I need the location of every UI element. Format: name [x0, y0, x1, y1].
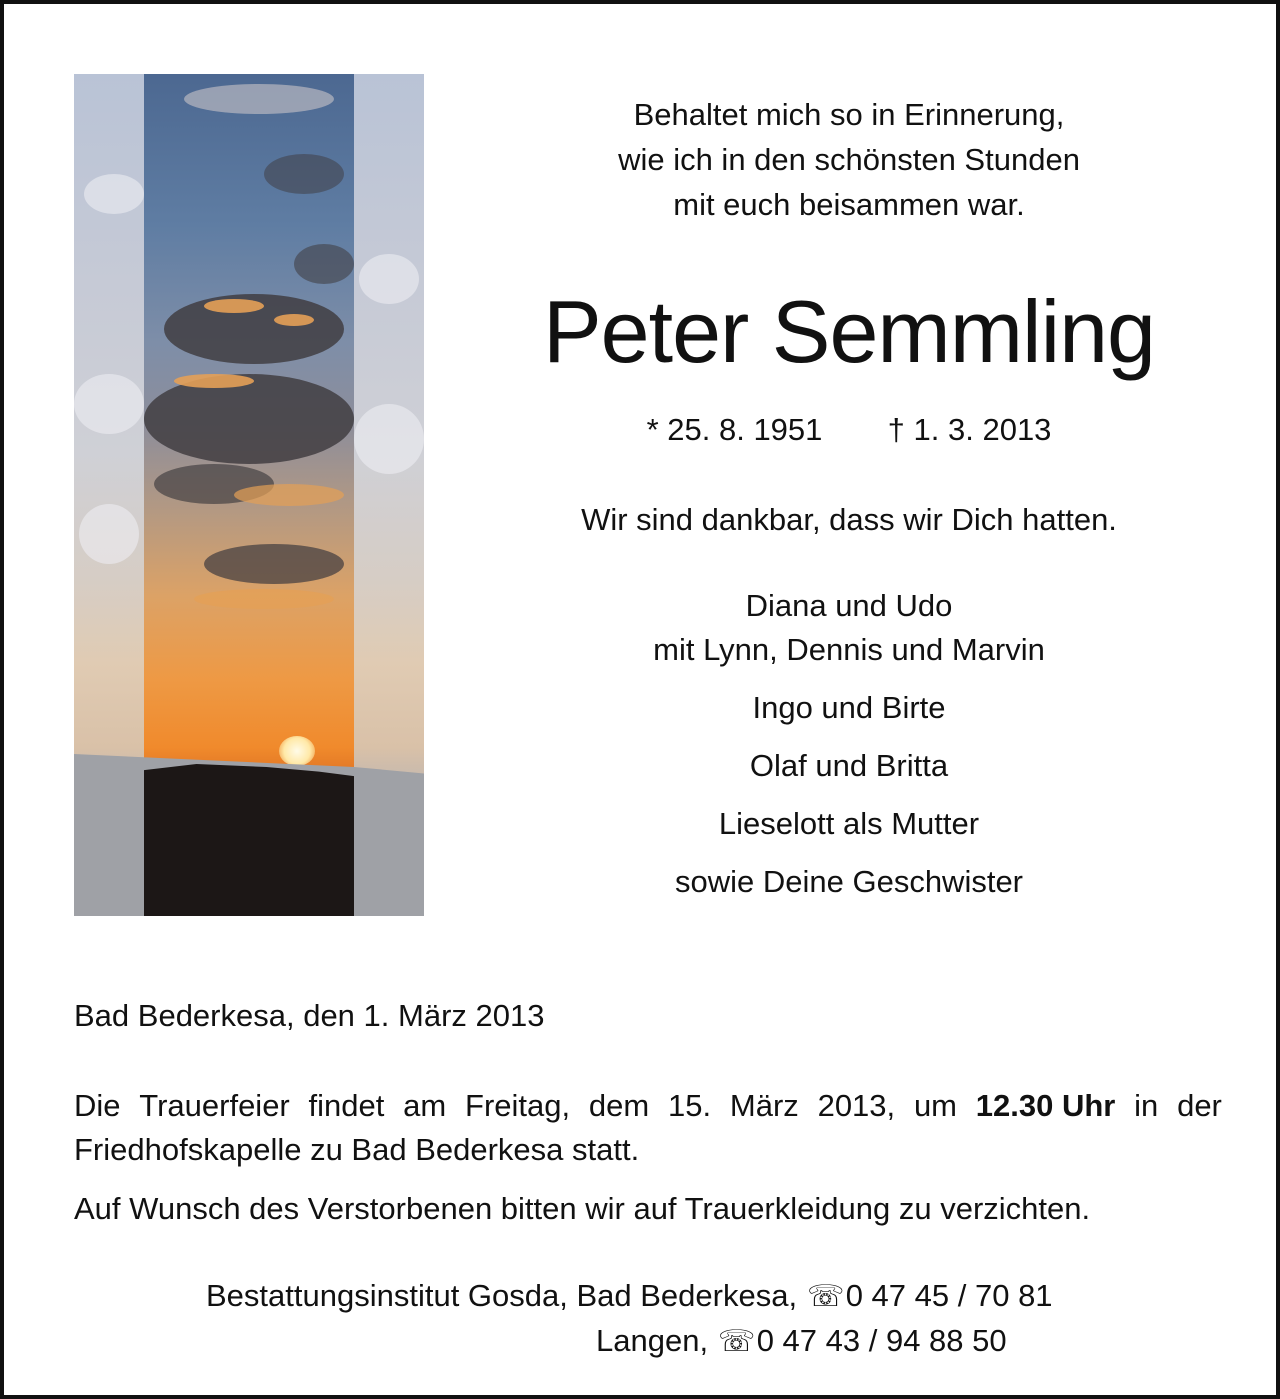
telephone-icon: ☏: [717, 1324, 756, 1359]
sunset-photo: [74, 74, 424, 916]
mourner-line: Ingo und Birte: [752, 690, 946, 725]
life-dates: [534, 408, 1164, 452]
memorial-quote: [534, 92, 1164, 227]
mourner-group: [534, 860, 1164, 904]
quote-line: Behaltet mich so in Erinnerung,: [633, 97, 1065, 132]
deceased-name: Peter Semmling: [542, 282, 1155, 381]
undertaker-name: Bestattungsinstitut Gosda, Bad Bederkesa,: [206, 1278, 798, 1313]
mourner-group: [534, 686, 1164, 730]
mourner-group: [534, 802, 1164, 846]
undertaker-phone-1: 0 47 45 / 70 81: [845, 1278, 1053, 1313]
ceremony-word: Die: [74, 1088, 121, 1123]
telephone-icon: ☏: [806, 1279, 845, 1314]
undertaker-row-2: [206, 1319, 1053, 1364]
death-symbol: †: [887, 412, 905, 447]
quote-line: wie ich in den schönsten Stunden: [618, 142, 1080, 177]
ceremony-word: 2013,: [817, 1088, 896, 1123]
funeral-service-info: [74, 1084, 1222, 1172]
mourner-line: Olaf und Britta: [749, 748, 949, 783]
mourners-list: [534, 584, 1164, 904]
mourner-line: mit Lynn, Dennis und Marvin: [653, 632, 1045, 667]
ceremony-word: 15.: [668, 1088, 712, 1123]
place-and-date: Bad Bederkesa, den 1. März 2013: [74, 998, 545, 1033]
undertaker-contact: [206, 1274, 1053, 1364]
ceremony-line-2: Friedhofskapelle zu Bad Bederkesa statt.: [74, 1132, 640, 1167]
mourner-line: sowie Deine Geschwister: [674, 864, 1024, 899]
ceremony-word: dem: [588, 1088, 650, 1123]
birth-date: 25. 8. 1951: [667, 412, 823, 447]
ceremony-line-1: [74, 1084, 1222, 1128]
ceremony-word: Trauerfeier: [139, 1088, 290, 1123]
gratitude-line: Wir sind dankbar, dass wir Dich hatten.: [581, 502, 1117, 537]
deceased-wish: Auf Wunsch des Verstorbenen bitten wir auf Trauerkleidung zu verzichten.: [74, 1191, 1091, 1226]
death-date: 1. 3. 2013: [913, 412, 1052, 447]
mourner-line: Diana und Udo: [745, 588, 953, 623]
sun-icon: [279, 736, 315, 766]
ceremony-word: am: [403, 1088, 447, 1123]
ceremony-word: um: [913, 1088, 958, 1123]
ceremony-time: 12.30 Uhr: [975, 1088, 1116, 1123]
ceremony-word: in: [1134, 1088, 1159, 1123]
undertaker-row-1: [206, 1274, 1053, 1319]
undertaker-location-2: Langen,: [596, 1323, 709, 1358]
birth-symbol: *: [646, 412, 659, 447]
mourner-line: Lieselott als Mutter: [718, 806, 980, 841]
mourner-group: [534, 744, 1164, 788]
ceremony-word: März: [729, 1088, 799, 1123]
undertaker-phone-2: 0 47 43 / 94 88 50: [756, 1323, 1007, 1358]
mourner-group: [534, 584, 1164, 672]
quote-line: mit euch beisammen war.: [673, 187, 1025, 222]
ceremony-word: der: [1177, 1088, 1222, 1123]
ceremony-word: Freitag,: [465, 1088, 571, 1123]
ceremony-word: findet: [308, 1088, 385, 1123]
